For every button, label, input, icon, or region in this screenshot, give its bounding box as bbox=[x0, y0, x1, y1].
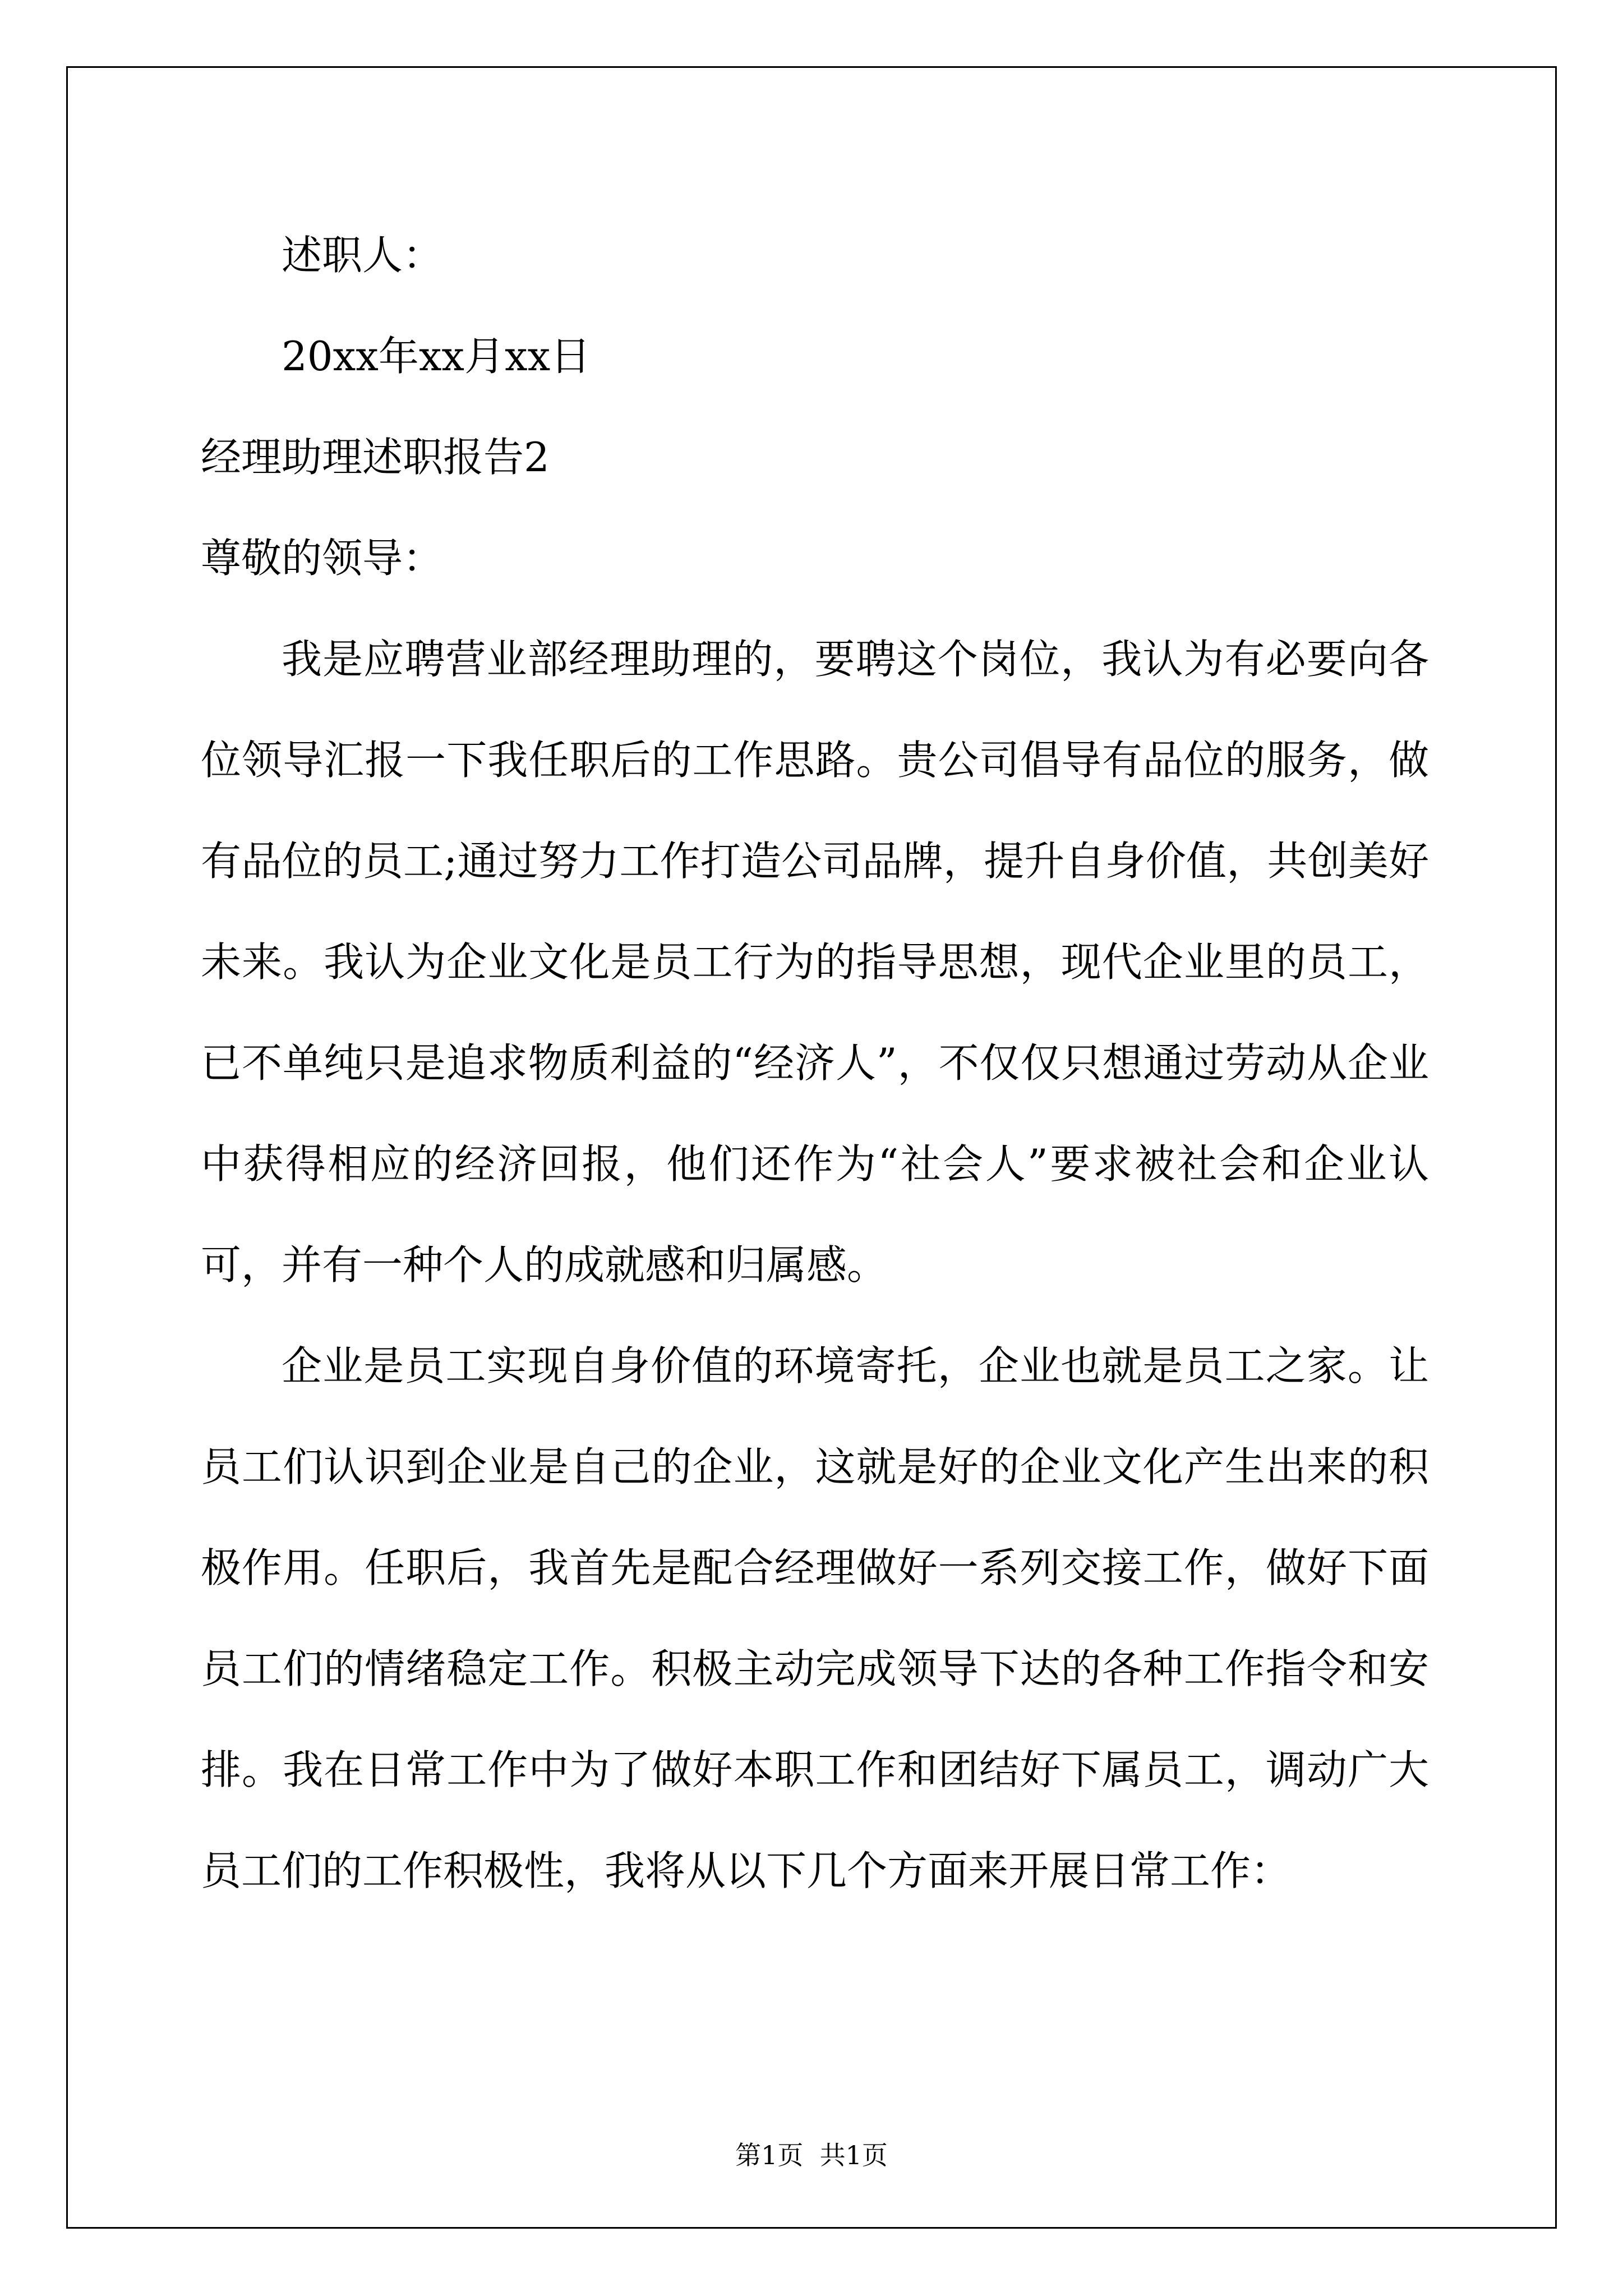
paragraph2-line: 企业是员工实现自身价值的环境寄托，企业也就是员工之家。让 bbox=[282, 1342, 1429, 1389]
paragraph1-line: 可，并有一种个人的成就感和归属感。 bbox=[201, 1241, 888, 1289]
document-title: 经理助理述职报告2 bbox=[201, 434, 550, 481]
paragraph2-line: 员工们认识到企业是自己的企业，这就是好的企业文化产生出来的积 bbox=[201, 1443, 1429, 1490]
signature-label: 述职人： bbox=[282, 232, 444, 279]
paragraph1-line: 已不单纯只是追求物质利益的“经济人”，不仅仅只想通过劳动从企业 bbox=[201, 1039, 1429, 1087]
paragraph2-line: 排。我在日常工作中为了做好本职工作和团结好下属员工，调动广大 bbox=[201, 1746, 1429, 1793]
date-line: 20xx年xx月xx日 bbox=[282, 333, 591, 380]
salutation: 尊敬的领导： bbox=[201, 535, 444, 582]
paragraph1-line: 位领导汇报一下我任职后的工作思路。贵公司倡导有品位的服务，做 bbox=[201, 737, 1429, 784]
paragraph2-line: 员工们的工作积极性，我将从以下几个方面来开展日常工作： bbox=[201, 1847, 1292, 1894]
paragraph1-line: 中获得相应的经济回报，他们还作为“社会人”要求被社会和企业认 bbox=[201, 1140, 1429, 1188]
paragraph2-line: 极作用。任职后，我首先是配合经理做好一系列交接工作，做好下面 bbox=[201, 1544, 1429, 1591]
paragraph2-line: 员工们的情绪稳定工作。积极主动完成领导下达的各种工作指令和安 bbox=[201, 1645, 1429, 1692]
page-footer: 第1页 共1页 bbox=[735, 2140, 888, 2170]
paragraph1-line: 未来。我认为企业文化是员工行为的指导思想，现代企业里的员工， bbox=[201, 938, 1429, 986]
paragraph1-line: 我是应聘营业部经理助理的，要聘这个岗位，我认为有必要向各 bbox=[282, 636, 1429, 683]
paragraph1-line: 有品位的员工;通过努力工作打造公司品牌，提升自身价值，共创美好 bbox=[201, 838, 1429, 885]
